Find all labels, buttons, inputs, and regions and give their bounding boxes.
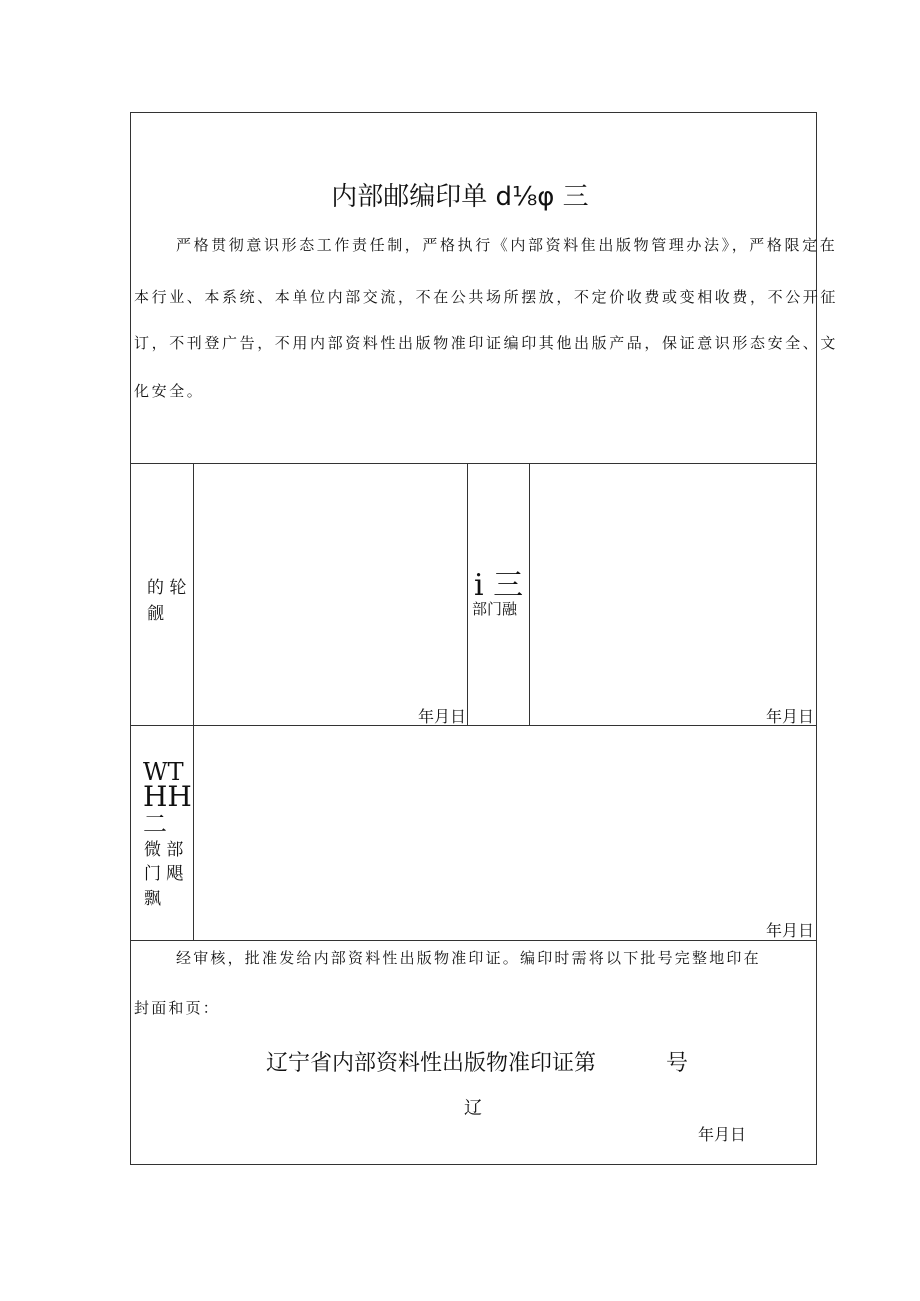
notice-line-1: 严格贯彻意识形态工作责任制，严格执行《内部资料隹出版物管理办法》，严格限定在 <box>176 236 838 254</box>
permit-suffix: 号 <box>666 1051 689 1076</box>
row-divider-2 <box>130 725 817 726</box>
notice-line-2: 本行业、本系统、本单位内部交流，不在公共场所摆放，不定价收费或变相收费，不公开征 <box>134 288 839 306</box>
col-divider-mid-right <box>529 463 530 725</box>
row-divider-3 <box>130 940 817 941</box>
col-divider-mid-left <box>467 463 468 725</box>
row1-left-label-1: 的 轮 <box>147 578 187 598</box>
approval-line-1: 经审核，批准发给内部资料性出版物准印证。编印时需将以下批号完整地印在 <box>176 949 761 967</box>
row2-label-line-2: 门 飓 <box>144 864 184 884</box>
row-divider-1 <box>130 463 817 464</box>
row1-left-label-2: 觎 <box>147 604 164 624</box>
row1-mid-label-big: i 三 <box>474 568 524 603</box>
permit-number-line <box>266 1046 688 1077</box>
row2-label-big-1: WT <box>143 758 184 786</box>
row2-label-line-1: 微 部 <box>144 840 184 860</box>
row2-label-big-3: 二 <box>143 810 167 838</box>
row1-mid-label-small: 部门融 <box>472 600 518 618</box>
notice-line-3: 订，不刊登广告，不用内部资料性出版物准印证编印其他出版产品，保证意识形态安全、文 <box>134 334 839 352</box>
notice-line-4: 化安全。 <box>134 382 205 400</box>
col-divider-label <box>193 463 194 940</box>
approval-line-2: 封面和页： <box>134 999 221 1017</box>
form-title: 内部邮编印单 d⅛φ 三 <box>331 182 589 212</box>
row2-label-big-2: HH <box>143 780 192 813</box>
row1-left-date: 年月日 <box>418 707 467 726</box>
row2-date: 年月日 <box>766 921 815 940</box>
permit-prefix: 辽宁省内部资料性出版物准印证第 <box>266 1051 597 1076</box>
row1-right-date: 年月日 <box>766 707 815 726</box>
permit-abbr: 辽 <box>464 1098 482 1119</box>
approval-date: 年月日 <box>698 1125 747 1144</box>
row2-label-line-3: 飘 <box>144 889 161 909</box>
